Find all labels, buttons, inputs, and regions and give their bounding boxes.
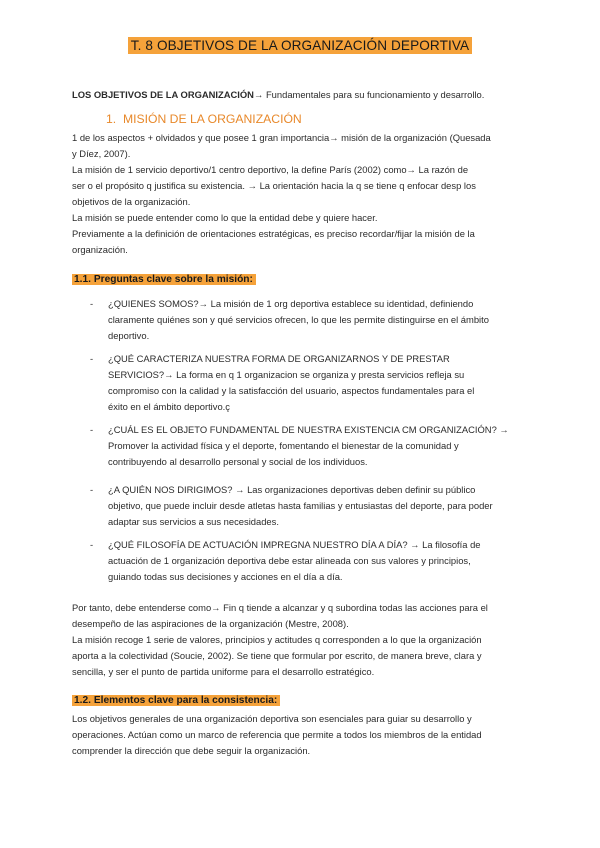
bullet-line: Promover la actividad física y el deporte, fomentando el bienestar de la comunidad y bbox=[108, 440, 459, 451]
paragraph-line: y Díez, 2007). bbox=[72, 148, 131, 159]
bullet-line: éxito en el ámbito deportivo.ç bbox=[108, 401, 230, 412]
subsection-heading-elementos: 1.2. Elementos clave para la consistencia: bbox=[72, 695, 280, 706]
bullet-marker: - bbox=[90, 298, 94, 309]
section-heading-mision bbox=[106, 112, 302, 126]
paragraph-line: 1 de los aspectos + olvidados y que posee 1 gran importancia→ misión de la organización (Quesada bbox=[72, 132, 491, 143]
intro-bold: LOS OBJETIVOS DE LA ORGANIZACIÓN bbox=[72, 89, 254, 100]
bullet-line: ¿QUÉ CARACTERIZA NUESTRA FORMA DE ORGANIZARNOS Y DE PRESTAR bbox=[108, 353, 450, 364]
paragraph-line: Previamente a la definición de orientaciones estratégicas, es preciso recordar/fijar la misión de la bbox=[72, 228, 475, 239]
paragraph-line: La misión se puede entender como lo que la entidad debe y quiere hacer. bbox=[72, 212, 378, 223]
intro-rest: → Fundamentales para su funcionamiento y desarrollo. bbox=[253, 89, 485, 100]
bullet-line: contribuyendo al desarrollo personal y social de los individuos. bbox=[108, 456, 368, 467]
bullet-line: compromiso con la calidad y la satisfacción del usuario, aspectos fundamentales para el bbox=[108, 385, 475, 396]
bullet-marker: - bbox=[90, 424, 94, 435]
paragraph-line: sencilla, y ser el punto de partida uniforme para el desarrollo estratégico. bbox=[72, 666, 375, 677]
bullet-line: ¿QUIENES SOMOS?→ La misión de 1 org deportiva establece su identidad, definiendo bbox=[108, 298, 474, 309]
document-title: T. 8 OBJETIVOS DE LA ORGANIZACIÓN DEPORTIVA bbox=[128, 37, 472, 54]
paragraph-line: objetivos de la organización. bbox=[72, 196, 191, 207]
paragraph-line: operaciones. Actúan como un marco de referencia que permite a todos los miembros de la entidad bbox=[72, 729, 482, 740]
section-title: MISIÓN DE LA ORGANIZACIÓN bbox=[122, 112, 302, 126]
bullet-line: adaptar sus servicios a sus necesidades. bbox=[108, 516, 279, 527]
bullet-line: ¿A QUIÉN NOS DIRIGIMOS? → Las organizaciones deportivas deben definir su público bbox=[108, 484, 476, 495]
bullet-line: ¿CUÁL ES EL OBJETO FUNDAMENTAL DE NUESTRA EXISTENCIA CM ORGANIZACIÓN? → bbox=[108, 424, 509, 435]
subsection-heading-preguntas: 1.1. Preguntas clave sobre la misión: bbox=[72, 274, 256, 285]
section-number: 1. bbox=[106, 112, 117, 126]
bullet-line: claramente quiénes son y qué servicios ofrecen, lo que les permite distinguirse en el ámbito bbox=[108, 314, 489, 325]
paragraph-line: Los objetivos generales de una organización deportiva son esenciales para guiar su desarrollo y bbox=[72, 713, 472, 724]
paragraph-line: Por tanto, debe entenderse como→ Fin q tiende a alcanzar y q subordina todas las acciones para el bbox=[72, 602, 488, 613]
bullet-line: ¿QUÉ FILOSOFÍA DE ACTUACIÓN IMPREGNA NUESTRO DÍA A DÍA? → La filosofía de bbox=[108, 539, 481, 550]
bullet-line: SERVICIOS?→ La forma en q 1 organizacion se organiza y presta servicios refleja su bbox=[108, 369, 465, 380]
bullet-marker: - bbox=[90, 353, 94, 364]
bullet-line: objetivo, que puede incluir desde atletas hasta familias y entusiastas del deporte, para poder bbox=[108, 500, 493, 511]
bullet-line: guiando todas sus decisiones y acciones en el día a día. bbox=[108, 571, 343, 582]
bullet-marker: - bbox=[90, 539, 94, 550]
paragraph-line: desempeño de las aspiraciones de la organización (Mestre, 2008). bbox=[72, 618, 349, 629]
intro-line bbox=[72, 87, 484, 103]
paragraph-line: comprender la dirección que debe seguir la organización. bbox=[72, 745, 311, 756]
paragraph-line: La misión recoge 1 serie de valores, principios y actitudes q corresponden a lo que la organización bbox=[72, 634, 482, 645]
bullet-line: actuación de 1 organización deportiva debe estar alineada con sus valores y principios, bbox=[108, 555, 471, 566]
bullet-marker: - bbox=[90, 484, 94, 495]
bullet-line: deportivo. bbox=[108, 330, 150, 341]
paragraph-line: ser o el propósito q justifica su existencia. → La orientación hacia la q se tiene q enfocar desp los bbox=[72, 180, 476, 191]
paragraph-line: La misión de 1 servicio deportivo/1 centro deportivo, la define París (2002) como→ La razón de bbox=[72, 164, 469, 175]
paragraph-line: organización. bbox=[72, 244, 128, 255]
title-wrap bbox=[0, 37, 600, 55]
paragraph-line: aporta a la colectividad (Soucie, 2002). Se tiene que formular por escrito, de manera breve, clara y bbox=[72, 650, 482, 661]
